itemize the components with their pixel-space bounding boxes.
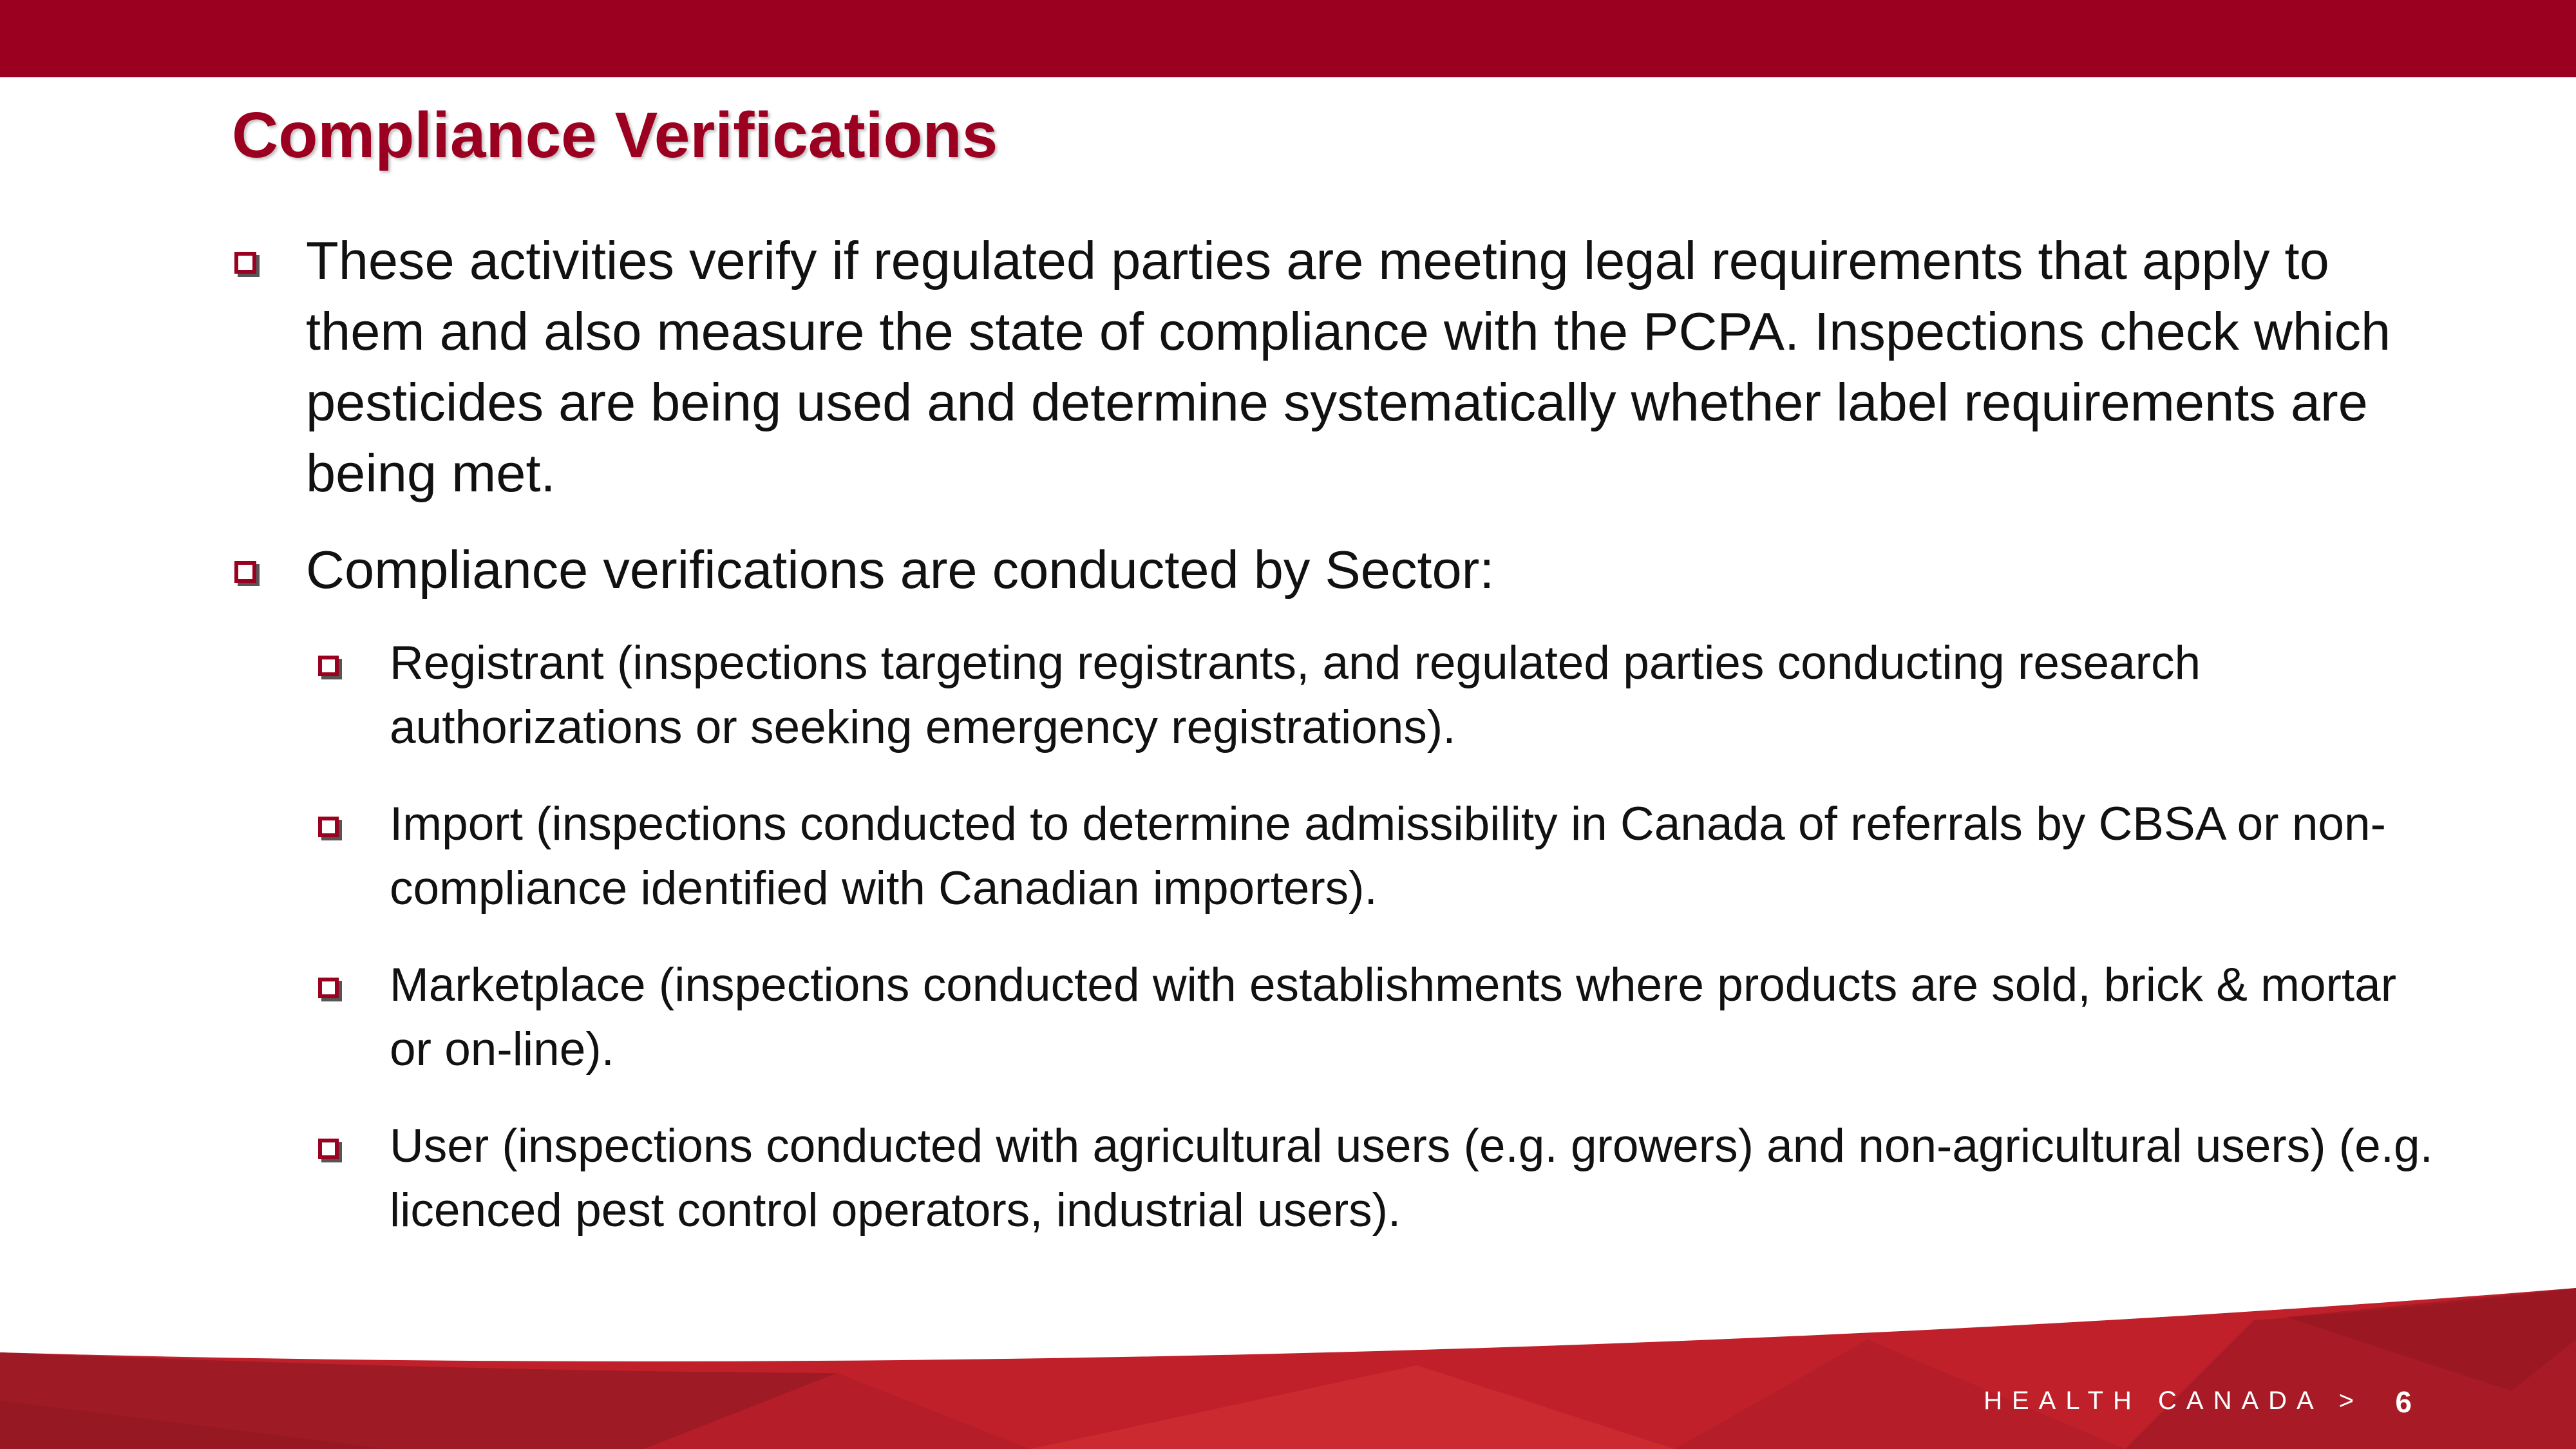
top-banner [0,0,2576,77]
bullet-item [232,225,2434,509]
sub-bullet-text: Marketplace (inspections conducted with establishments where products are sold, brick & mortar or on-line). [390,959,2397,1075]
sub-bullet-item [316,1114,2434,1243]
sub-bullet-item [316,792,2434,921]
checkbox-bullet-icon [234,252,256,274]
checkbox-bullet-icon [318,1139,339,1159]
checkbox-bullet-icon [318,978,339,998]
sub-bullet-item [316,631,2434,760]
page-number: 6 [2395,1385,2412,1419]
slide-title: Compliance Verifications [232,99,998,171]
bullet-text: These activities verify if regulated parties are meeting legal requirements that apply to them and also measure the state of compliance with the PCPA. Inspections check which pesticides are being used and determine systematically whether label requirements are being met. [306,231,2391,503]
checkbox-bullet-icon [234,561,256,583]
sub-bullet-item [316,953,2434,1082]
bullet-item [232,535,2434,605]
checkbox-bullet-icon [318,656,339,676]
bullet-text: Compliance verifications are conducted by Sector: [306,540,1495,600]
checkbox-bullet-icon [318,817,339,837]
sub-bullet-text: Registrant (inspections targeting registrants, and regulated parties conducting research authorizations or seeking emergency registrations). [390,637,2201,753]
footer-banner [0,1262,2576,1449]
slide-body [232,225,2434,1275]
sub-bullet-text: Import (inspections conducted to determine admissibility in Canada of referrals by CBSA or non-compliance identified with Canadian importers). [390,798,2386,914]
sub-bullet-text: User (inspections conducted with agricultural users (e.g. growers) and non-agricultural users) (e.g. licenced pest control operators, industrial users). [390,1120,2433,1236]
footer-brand: HEALTH CANADA > [1984,1387,2363,1415]
